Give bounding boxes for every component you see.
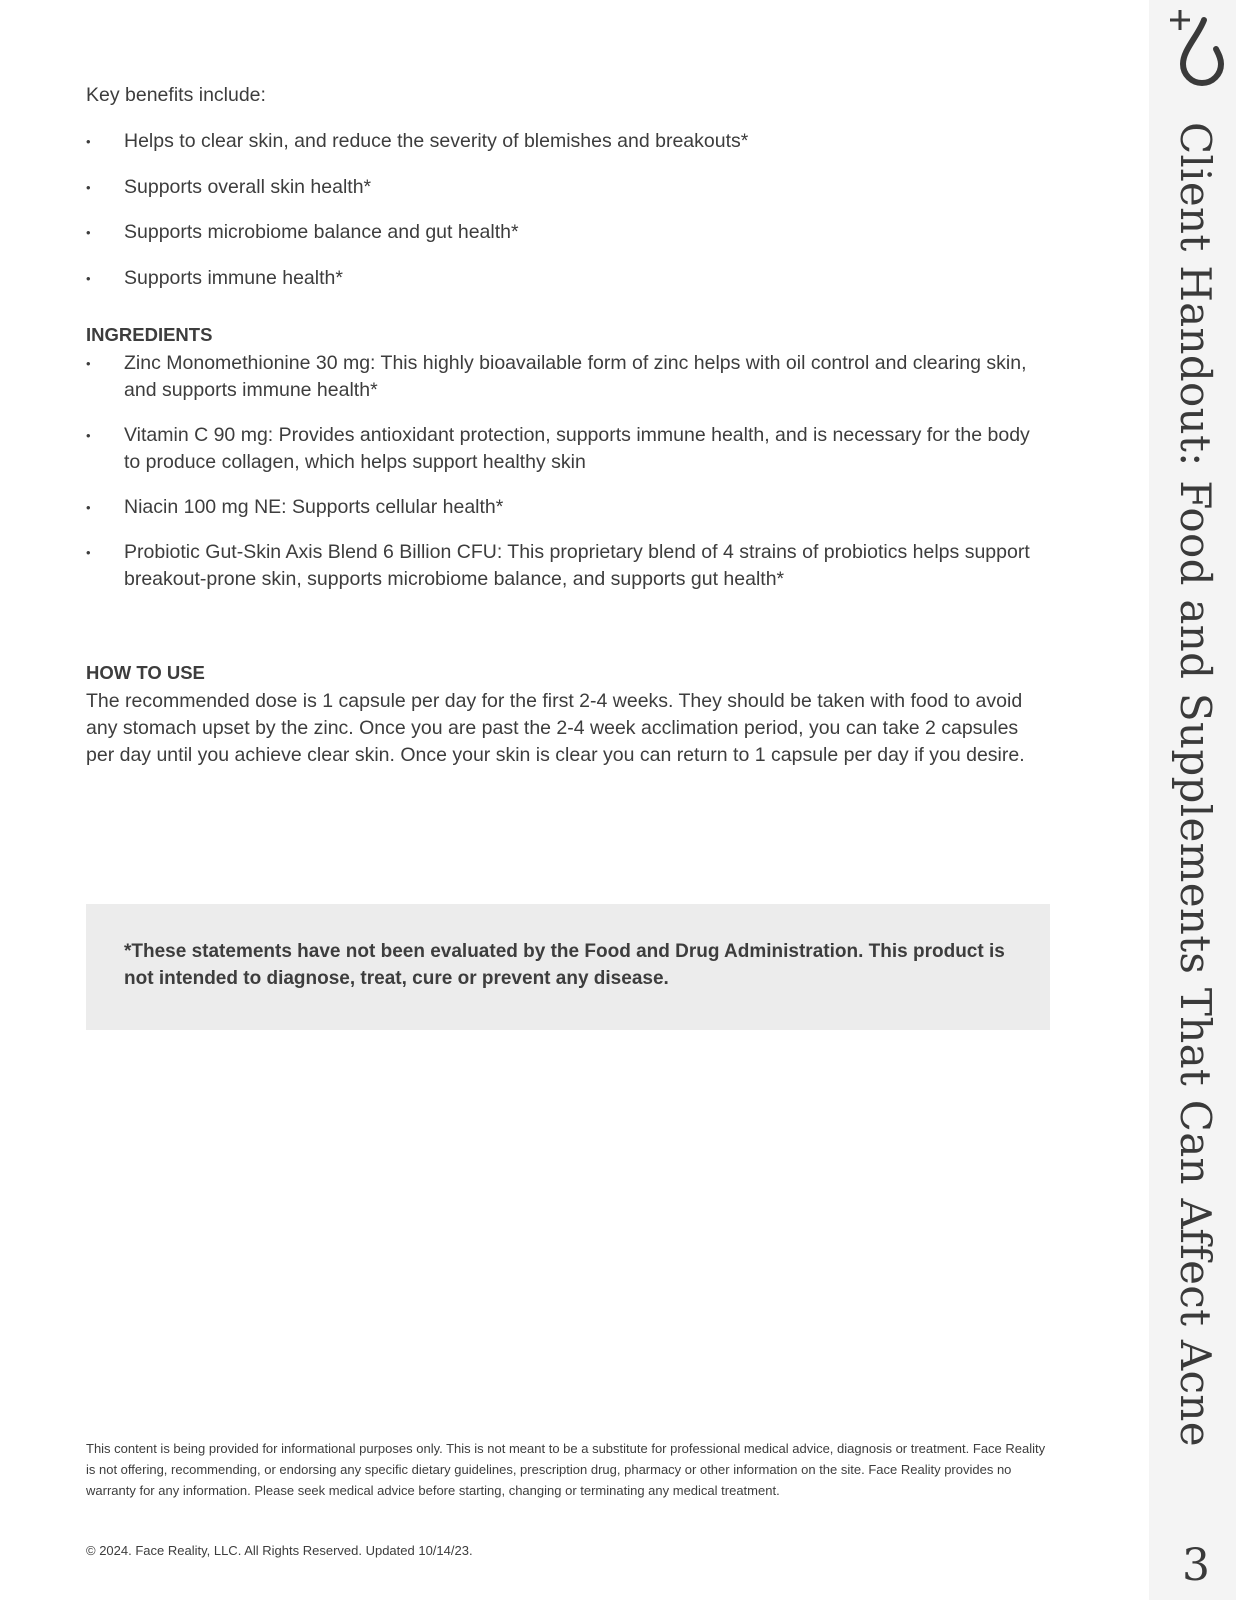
bullet-icon: •	[86, 545, 91, 560]
benefits-intro: Key benefits include:	[86, 84, 266, 106]
sidebar-title: Client Handout: Food and Supplements That Can Affect Acne	[1171, 122, 1220, 1447]
benefits-list	[86, 128, 1046, 310]
list-item: • Zinc Monomethionine 30 mg: This highly bioavailable form of zinc helps with oil control and clearing skin, and supports immune health*	[86, 352, 1027, 401]
list-item: • Supports overall skin health*	[86, 174, 1046, 201]
bullet-icon: •	[86, 428, 91, 443]
legal-disclaimer: This content is being provided for informational purposes only. This is not meant to be a substitute for professional medical advice, diagnosis or treatment. Face Reality is not offering, recommending, or endorsing any specific dietary guidelines, prescription drug, pharmacy or other information on the site. Face Reality provides no warranty for any information. Please seek medical advice before starting, changing or terminating any medical treatment.	[86, 1441, 1046, 1498]
copyright: © 2024. Face Reality, LLC. All Rights Reserved. Updated 10/14/23.	[86, 1543, 473, 1558]
fda-disclaimer: *These statements have not been evaluated by the Food and Drug Administration. This product is not intended to diagnose, treat, cure or prevent any disease.	[124, 941, 1005, 989]
list-item: • Probiotic Gut-Skin Axis Blend 6 Billion CFU: This proprietary blend of 4 strains of probiotics helps support breakout-prone skin, supports microbiome balance, and supports gut health*	[86, 541, 1030, 590]
bullet-icon: •	[86, 500, 91, 515]
how-to-use-heading: HOW TO USE	[86, 662, 205, 683]
list-item: • Helps to clear skin, and reduce the severity of blemishes and breakouts*	[86, 128, 1046, 155]
bullet-icon: •	[86, 134, 91, 149]
bullet-icon: •	[86, 179, 91, 195]
ingredients-heading: INGREDIENTS	[86, 324, 213, 345]
ingredients-list	[86, 350, 1046, 611]
drop-plus-icon	[1166, 6, 1232, 88]
fda-disclaimer-box	[86, 904, 1050, 1030]
list-item: • Vitamin C 90 mg: Provides antioxidant protection, supports immune health, and is necessary for the body to produce collagen, which helps support healthy skin	[86, 424, 1030, 473]
bullet-icon: •	[86, 356, 91, 371]
bullet-icon: •	[86, 225, 91, 240]
list-item: • Supports immune health*	[86, 265, 1046, 292]
bullet-icon: •	[86, 270, 91, 286]
list-item: • Supports microbiome balance and gut health*	[86, 219, 1046, 246]
page-number: 3	[1182, 1540, 1210, 1591]
list-item: • Niacin 100 mg NE: Supports cellular health*	[86, 494, 1046, 521]
how-to-use-body: The recommended dose is 1 capsule per day for the first 2-4 weeks. They should be taken with food to avoid any stomach upset by the zinc. Once you are past the 2-4 week acclimation period, you can take 2 capsules per day until you achieve clear skin. Once your skin is clear you can return to 1 capsule per day if you desire.	[86, 690, 1025, 766]
